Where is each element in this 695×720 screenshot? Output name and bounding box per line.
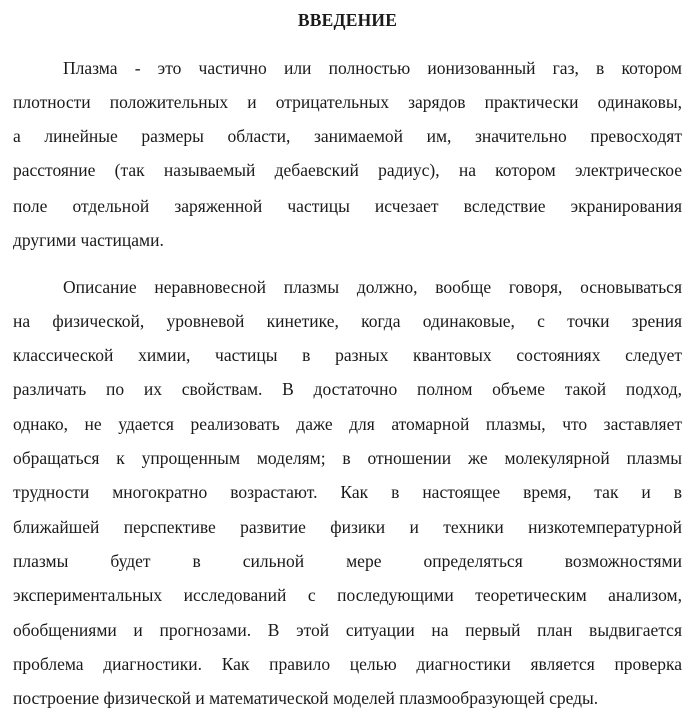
paragraph-line: обращаться к упрощенным моделям; в отношении же молекулярной плазмы [13,448,682,468]
paragraph-line: обобщениями и прогнозами. В этой ситуации на первый план выдвигается [13,620,682,640]
paragraph-line: а линейные размеры области, занимаемой им, значительно превосходят [13,126,682,146]
paragraph-line: Плазма - это частично или полностью ионизованный газ, в котором [63,58,682,78]
paragraph-line: экспериментальных исследований с последующими теоретическим анализом, [13,585,682,605]
page-title: ВВЕДЕНИЕ [297,10,398,30]
paragraph-line: ближайшей перспективе развитие физики и техники низкотемпературной [13,517,682,537]
paragraph-line: поле отдельной заряженной частицы исчезает вследствие экранирования [13,196,682,216]
paragraph-line: различать по их свойствам. В достаточно полном объеме такой подход, [13,379,682,399]
paragraph-line: расстояние (так называемый дебаевский радиус), на котором электрическое [13,160,682,180]
paragraph-line: трудности многократно возрастают. Как в настоящее время, так и в [13,482,682,502]
paragraph-line: классической химии, частицы в разных квантовых состояниях следует [13,345,682,365]
paragraph-line: построение физической и математической моделей плазмообразующей среды. [13,688,599,708]
paragraph-line: Описание неравновесной плазмы должно, вообще говоря, основываться [63,277,682,297]
paragraph-line: проблема диагностики. Как правило целью диагностики является проверка [13,654,682,674]
paragraph-line: плазмы будет в сильной мере определяться возможностями [13,551,682,571]
paragraph-line: однако, не удается реализовать даже для атомарной плазмы, что заставляет [13,414,682,434]
paragraph-line: другими частицами. [13,230,164,250]
paragraph-line: на физической, уровневой кинетике, когда одинаковые, с точки зрения [13,311,682,331]
paragraph-line: плотности положительных и отрицательных зарядов практически одинаковы, [13,92,682,112]
